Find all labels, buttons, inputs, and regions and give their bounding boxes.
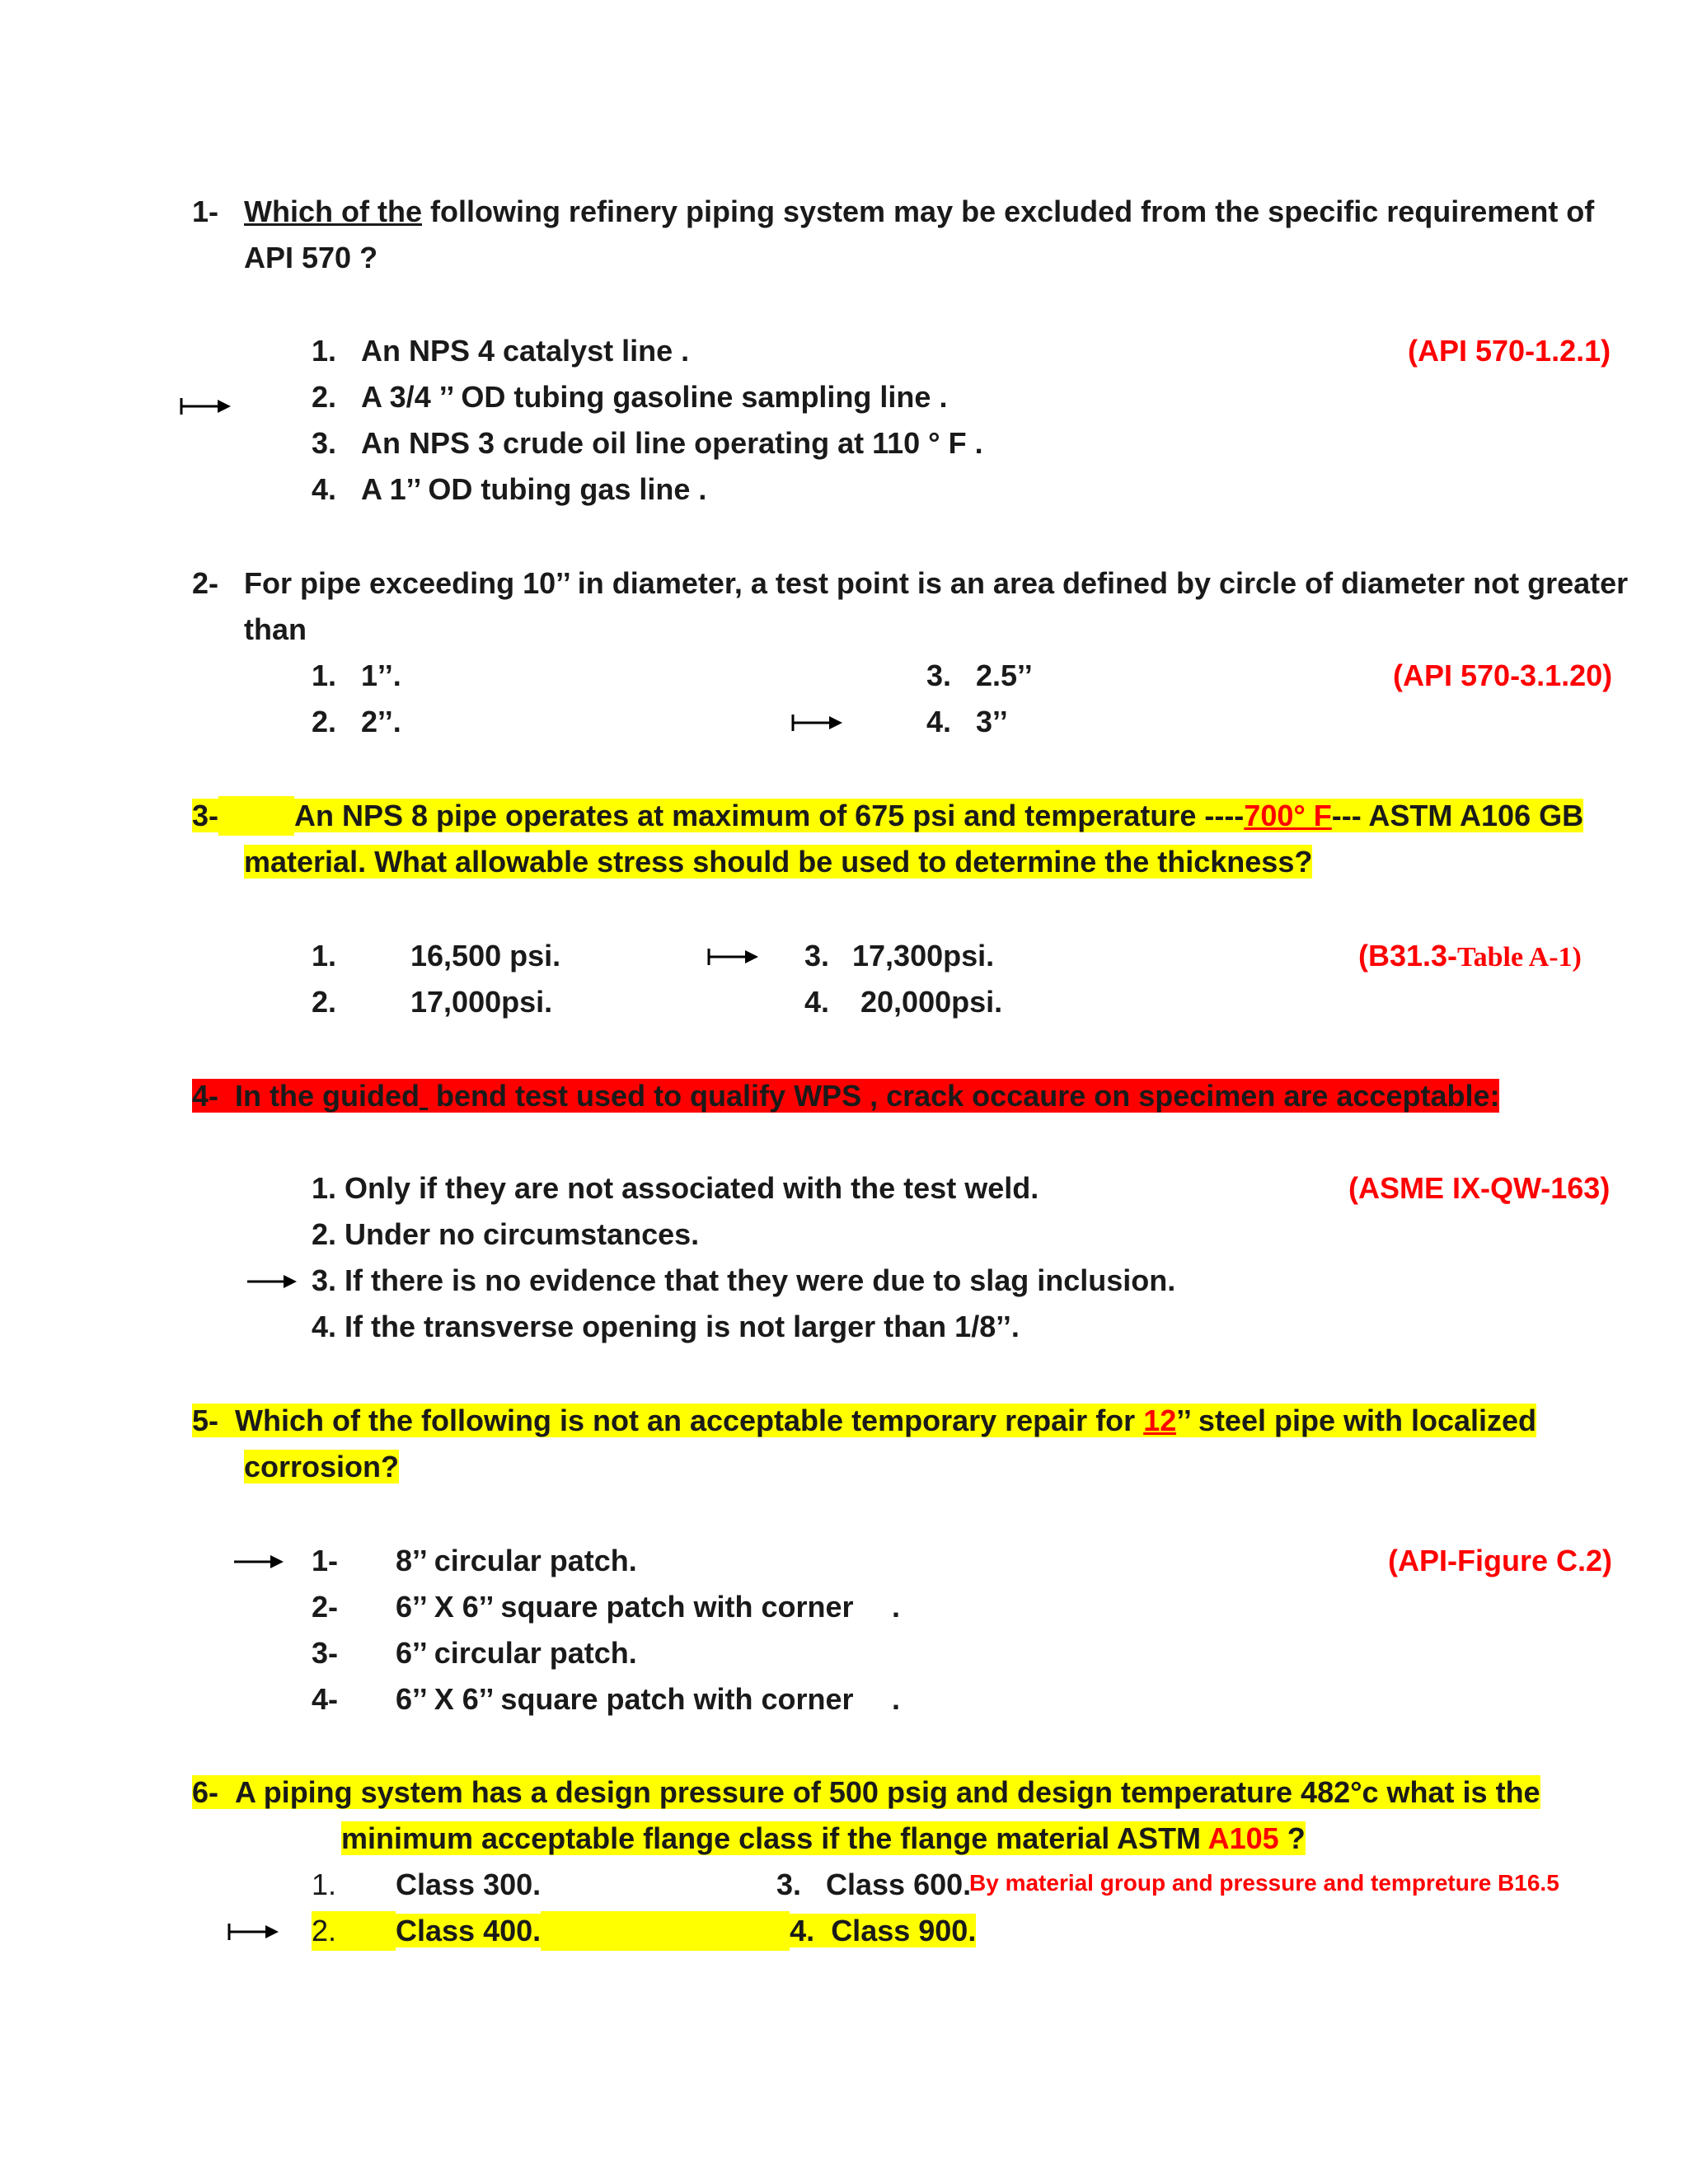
q4-number: 4- bbox=[192, 1079, 219, 1113]
q4-question-line1 bbox=[192, 1076, 1499, 1116]
q1-number: 1- bbox=[192, 194, 219, 228]
q1-option-2-text: A 3/4 ’’ OD tubing gasoline sampling line . bbox=[361, 380, 948, 414]
q5-option-2-number: 2- bbox=[312, 1590, 339, 1624]
q5-question-line1 bbox=[192, 1401, 1536, 1441]
q1-question-line1 bbox=[244, 192, 1594, 232]
q5-reference: (API-Figure C.2) bbox=[1388, 1544, 1613, 1577]
q5-option-1-text: 8’’ circular patch. bbox=[396, 1544, 637, 1577]
q4-reference: (ASME IX-QW-163) bbox=[1348, 1171, 1611, 1205]
q5-question-line2: corrosion? bbox=[244, 1450, 400, 1483]
q6-option-2-text: Class 400. bbox=[396, 1914, 542, 1947]
q6-option-4-number: 4. bbox=[790, 1914, 815, 1947]
q6-note: By material group and pressure and tempreture B16.5 bbox=[969, 1870, 1559, 1896]
q3-question-line1 bbox=[192, 796, 1583, 836]
q2-option-3-text: 2.5’’ bbox=[976, 658, 1033, 692]
q1-option-2-number: 2. bbox=[312, 380, 337, 414]
q2-option-1-number: 1. bbox=[312, 658, 337, 692]
q4-option-4: 4. If the transverse opening is not larger than 1/8’’. bbox=[312, 1310, 1020, 1343]
q2-option-1-text: 1’’. bbox=[361, 658, 401, 692]
q5-option-2-text: 6’’ X 6’’ square patch with corner bbox=[396, 1590, 854, 1624]
q1-option-3-number: 3. bbox=[312, 426, 337, 460]
q5-option-4-dot: . bbox=[892, 1682, 901, 1716]
q6-option-4-text: Class 900. bbox=[831, 1914, 977, 1947]
q1-question-line2: API 570 ? bbox=[244, 241, 378, 274]
answer-arrow-icon bbox=[232, 1549, 285, 1574]
q1-option-1-number: 1. bbox=[312, 334, 337, 368]
answer-arrow-icon bbox=[707, 944, 760, 969]
q1-option-1-text: An NPS 4 catalyst line . bbox=[361, 334, 690, 368]
q3-option-4-text: 20,000psi. bbox=[860, 985, 1003, 1019]
q4-text-b: bend test used to qualify WPS , crack occaure on specimen are acceptable: bbox=[428, 1079, 1500, 1113]
q6-option-3-number: 3. bbox=[776, 1868, 802, 1901]
q3-text-a: An NPS 8 pipe operates at maximum of 675 psi and temperature ---- bbox=[294, 799, 1245, 832]
q3-text-b: --- ASTM A106 GB bbox=[1331, 799, 1584, 832]
q3-question-line2: material. What allowable stress should be used to determine the thickness? bbox=[244, 845, 1313, 879]
q5-text-a: Which of the following is not an acceptable temporary repair for bbox=[235, 1404, 1144, 1437]
q2-option-4-number: 4. bbox=[926, 705, 952, 738]
q6-material: A105 bbox=[1207, 1821, 1279, 1855]
answer-arrow-icon bbox=[246, 1269, 298, 1294]
q3-option-1-text: 16,500 psi. bbox=[410, 939, 561, 972]
q2-option-4-text: 3’’ bbox=[976, 705, 1008, 738]
q3-text-temperature: 700° F bbox=[1244, 799, 1332, 832]
q5-text-size: 12 bbox=[1143, 1404, 1177, 1437]
answer-arrow-icon bbox=[227, 1919, 280, 1944]
q5-option-4-number: 4- bbox=[312, 1682, 339, 1716]
q1-option-4-text: A 1’’ OD tubing gas line . bbox=[361, 472, 707, 506]
answer-arrow-icon bbox=[791, 710, 844, 735]
q3-option-3-text: 17,300psi. bbox=[852, 939, 995, 972]
q4-option-3: 3. If there is no evidence that they were due to slag inclusion. bbox=[312, 1263, 1176, 1297]
q1-reference: (API 570-1.2.1) bbox=[1408, 334, 1611, 368]
q4-text-a: In the guided bbox=[235, 1079, 420, 1113]
q1-text-underlined: Which of the bbox=[244, 194, 422, 228]
q6-question-line2: minimum acceptable flange class if the flange material ASTM A105 ? bbox=[341, 1821, 1306, 1855]
q3-option-3-number: 3. bbox=[804, 939, 830, 972]
q5-option-2-dot: . bbox=[892, 1590, 901, 1624]
q1-option-3-text: An NPS 3 crude oil line operating at 110 ° F . bbox=[361, 426, 983, 460]
q6-option-1-number: 1. bbox=[312, 1868, 337, 1901]
q2-number: 2- bbox=[192, 566, 219, 600]
q5-option-3-text: 6’’ circular patch. bbox=[396, 1636, 637, 1670]
q2-option-3-number: 3. bbox=[926, 658, 952, 692]
q6-option-1-text: Class 300. bbox=[396, 1868, 542, 1901]
q3-option-4-number: 4. bbox=[804, 985, 830, 1019]
q6-question-line1 bbox=[192, 1773, 1540, 1812]
q1-text-rest: following refinery piping system may be excluded from the specific requirement of bbox=[421, 194, 1595, 228]
q2-question-line1: For pipe exceeding 10’’ in diameter, a test point is an area defined by circle of diameter not greater bbox=[244, 566, 1629, 600]
q3-number: 3- bbox=[192, 799, 219, 832]
q2-question-line2: than bbox=[244, 612, 307, 646]
q3-option-1-number: 1. bbox=[312, 939, 337, 972]
q6-number: 6- bbox=[192, 1775, 219, 1809]
q3-option-2-text: 17,000psi. bbox=[410, 985, 553, 1019]
q3-option-2-number: 2. bbox=[312, 985, 337, 1019]
q1-option-4-number: 4. bbox=[312, 472, 337, 506]
q4-option-1: 1. Only if they are not associated with the test weld. bbox=[312, 1171, 1039, 1205]
q4-option-2: 2. Under no circumstances. bbox=[312, 1217, 700, 1251]
q5-option-3-number: 3- bbox=[312, 1636, 339, 1670]
q2-option-2-text: 2’’. bbox=[361, 705, 401, 738]
q5-number: 5- bbox=[192, 1404, 219, 1437]
answer-arrow-icon bbox=[180, 394, 232, 419]
q6-option-2-row bbox=[312, 1911, 976, 1951]
q2-option-2-number: 2. bbox=[312, 705, 337, 738]
q6-option-2-number: 2. bbox=[312, 1911, 396, 1951]
q2-reference: (API 570-3.1.20) bbox=[1393, 658, 1613, 692]
q6-text-line1: A piping system has a design pressure of 500 psig and design temperature 482°c what is the bbox=[235, 1775, 1540, 1809]
q5-text-b: ’’ steel pipe with localized bbox=[1176, 1404, 1537, 1437]
q5-option-1-number: 1- bbox=[312, 1544, 339, 1577]
q3-reference: (B31.3-Table A-1) bbox=[1358, 939, 1582, 972]
q5-option-4-text: 6’’ X 6’’ square patch with corner bbox=[396, 1682, 854, 1716]
q6-option-3-text: Class 600. bbox=[826, 1868, 972, 1901]
